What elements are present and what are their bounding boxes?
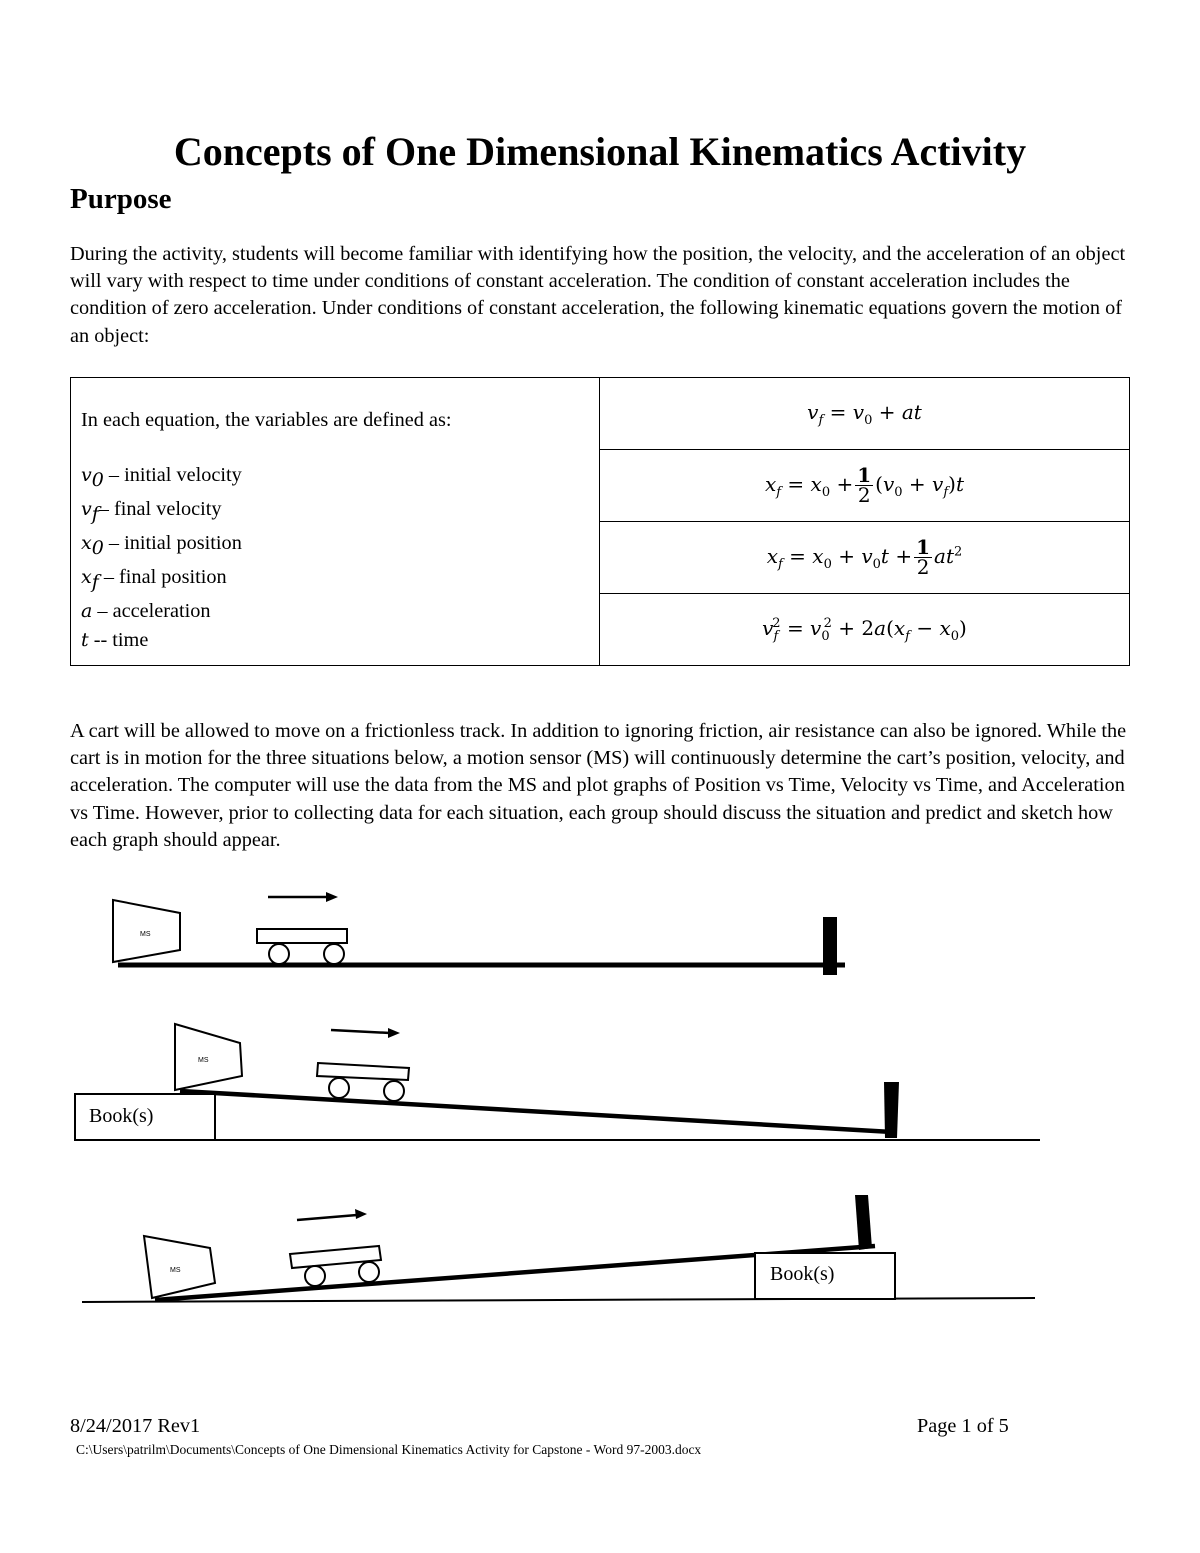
motion-sensor-icon [175, 1024, 242, 1090]
track-diagrams [0, 870, 1200, 1320]
definition-item: $v_f-$ final velocity [81, 498, 222, 526]
variable-definitions-cell [71, 378, 600, 666]
arrow-head-icon [355, 1209, 367, 1219]
cart-wheel [359, 1262, 379, 1282]
cart-body [257, 929, 347, 943]
books-label: Book(s) [89, 1105, 154, 1127]
definitions-intro: In each equation, the variables are defined as: [81, 409, 452, 431]
end-stop [855, 1195, 872, 1250]
equation-velocity-time [600, 378, 1130, 450]
uphill-track-situation [82, 1195, 1035, 1302]
footer-date-revision: 8/24/2017 Rev1 [70, 1415, 201, 1437]
equation-position-time [600, 522, 1130, 594]
cart-wheel [324, 944, 344, 964]
footer-page-number: Page 1 of 5 [917, 1415, 1009, 1437]
equation-text: $x_f = x_0$ + $\frac{1}{2}$ $(v_0 + v_f)t$ [764, 463, 965, 507]
cart-paragraph: A cart will be allowed to move on a frictionless track. In addition to ignoring friction, air resistance can also be ignored. While the cart is in motion for the three situations below, a motion sensor (MS) will continuously determine the cart’s position, velocity, and acceleration. The computer will use the data from the MS and plot graphs of Position vs Time, Velocity vs Time, and Acceleration vs Time. However, prior to collecting data for each situation, each group should discuss the situation and predict and sketch how each graph should appear. [70, 720, 1127, 851]
downhill-track-situation [75, 1024, 1040, 1140]
track-line [180, 1091, 893, 1132]
level-track-situation [113, 892, 845, 975]
definition-item: a – acceleration [81, 600, 211, 623]
kinematic-equations-table [70, 377, 1130, 666]
equation-text: $v_f^2 = v_0^2 + 2a(x_f - x_0)$ [762, 615, 967, 644]
equation-text: $v_f = v_0$ + at [807, 399, 922, 428]
definition-item: $x_f$ – final position [81, 566, 227, 594]
cart-body [317, 1063, 409, 1080]
definition-item: $v_0$ – initial velocity [81, 464, 242, 492]
purpose-heading: Purpose [70, 183, 172, 215]
sensor-label: MS [170, 1267, 181, 1274]
definition-item: $x_0$ – initial position [81, 532, 242, 560]
equation-position-average-velocity [600, 450, 1130, 522]
cart-wheel [384, 1081, 404, 1101]
arrow-head-icon [326, 892, 338, 902]
cart-wheel [269, 944, 289, 964]
definition-item: t -- time [81, 629, 149, 652]
sensor-label: MS [198, 1057, 209, 1064]
motion-arrow [297, 1215, 357, 1220]
equation-velocity-position [600, 594, 1130, 666]
equation-text: $x_f = x_0 + v_0t$ + $\frac{1}{2}$ $at^2$ [766, 535, 963, 579]
motion-arrow [331, 1030, 390, 1033]
document-title: Concepts of One Dimensional Kinematics Activity [173, 129, 1027, 174]
books-label: Book(s) [770, 1263, 835, 1285]
intro-paragraph: During the activity, students will become familiar with identifying how the position, the velocity, and the acceleration of an object will vary with respect to time under conditions of constant acceleration. The condition of constant acceleration includes the condition of zero acceleration. Under conditions of constant acceleration, the following kinematic equations govern the motion of an object: [70, 243, 1126, 347]
arrow-head-icon [388, 1028, 400, 1038]
cart-wheel [329, 1078, 349, 1098]
footer-file-path: C:\Users\patrilm\Documents\Concepts of One Dimensional Kinematics Activity for Capstone - Word 97-2003.docx [76, 1442, 702, 1457]
cart-wheel [305, 1266, 325, 1286]
end-stop [823, 917, 837, 975]
end-stop [884, 1082, 899, 1138]
sensor-label: MS [140, 931, 151, 938]
